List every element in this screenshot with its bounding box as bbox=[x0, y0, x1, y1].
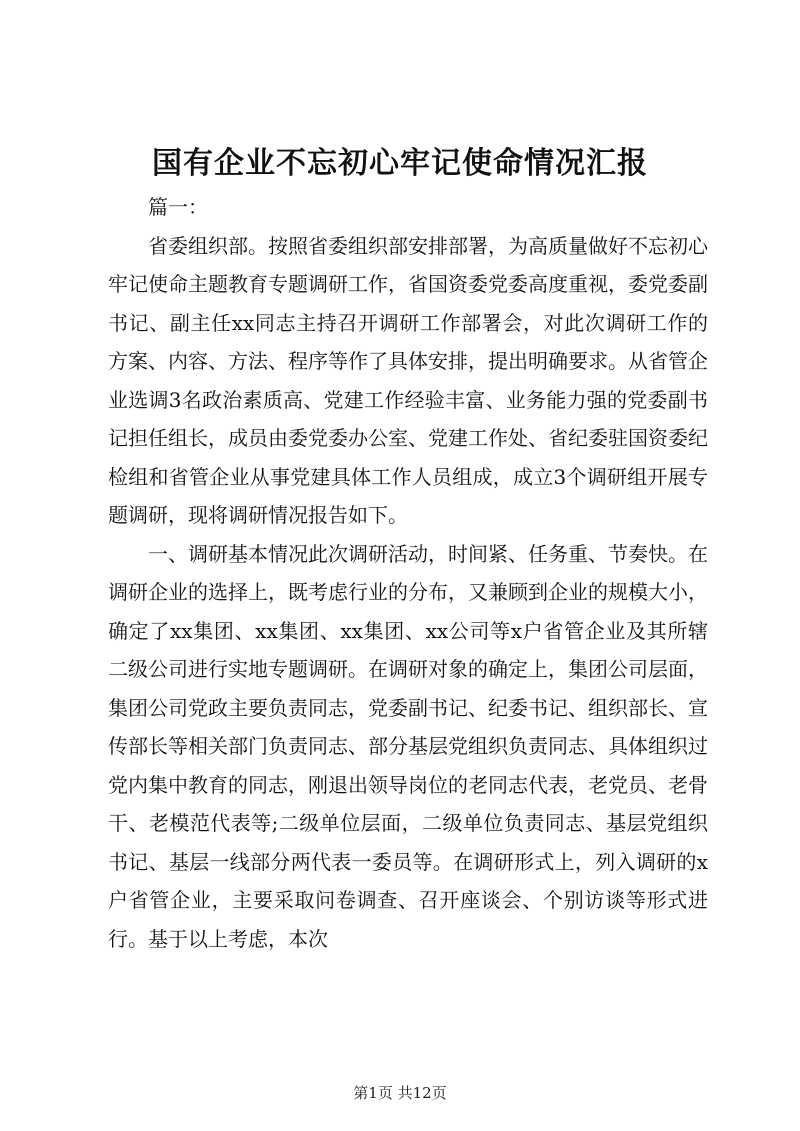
paragraph-2: 一、调研基本情况此次调研活动，时间紧、任务重、节奏快。在调研企业的选择上，既考虑行业的分布，又兼顾到企业的规模大小，确定了xx集团、xx集团、xx集团、xx公司等x户省管企业及其所辖二级公司进行实地专题调研。在调研对象的确定上，集团公司层面，集团公司党政主要负责同志，党委副书记、纪委书记、组织部长、宣传部长等相关部门负责同志、部分基层党组织负责同志、具体组织过党内集中教育的同志，刚退出领导岗位的老同志代表，老党员、老骨干、老模范代表等;二级单位层面，二级单位负责同志、基层党组织书记、基层一线部分两代表一委员等。在调研形式上，列入调研的x户省管企业，主要采取问卷调查、召开座谈会、个别访谈等形式进行。基于以上考虑，本次 bbox=[108, 541, 708, 951]
document-title: 国有企业不忘初心牢记使命情况汇报 bbox=[152, 146, 648, 181]
page-indicator: 第1页 共12页 bbox=[353, 1084, 447, 1102]
paragraph-1: 省委组织部。按照省委组织部安排部署，为高质量做好不忘初心牢记使命主题教育专题调研工作，省国资委党委高度重视，委党委副书记、副主任xx同志主持召开调研工作部署会，对此次调研工作的方案、内容、方法、程序等作了具体安排，提出明确要求。从省管企业选调3名政治素质高、党建工作经验丰富、业务能力强的党委副书记担任组长，成员由委党委办公室、党建工作处、省纪委驻国资委纪检组和省管企业从事党建具体工作人员组成，成立3个调研组开展专题调研，现将调研情况报告如下。 bbox=[108, 233, 708, 527]
document-body bbox=[108, 188, 708, 958]
section-label: 篇一： bbox=[148, 195, 208, 219]
